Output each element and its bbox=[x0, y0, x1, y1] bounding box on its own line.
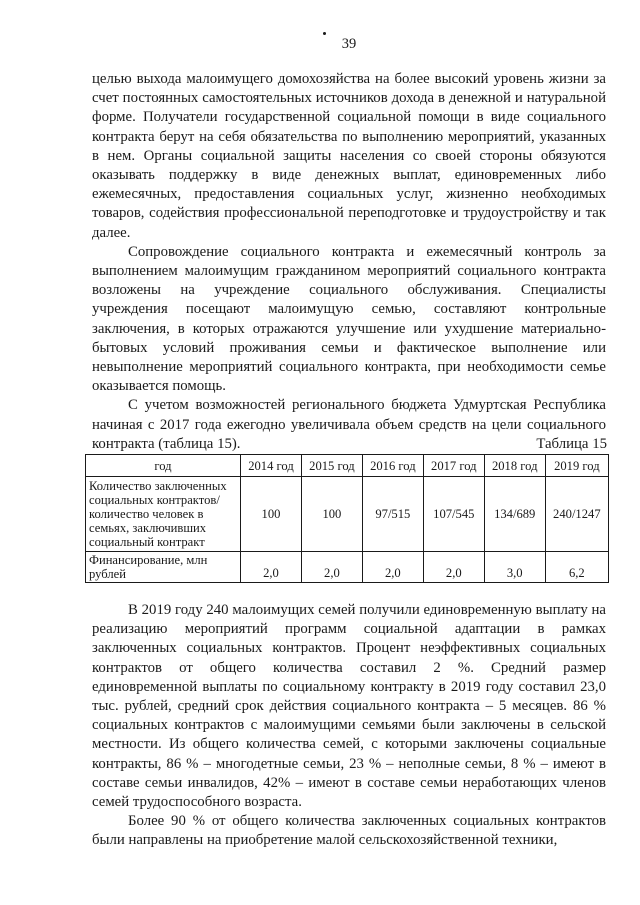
table-cell: 2,0 bbox=[362, 552, 423, 583]
table-header-cell: 2014 год bbox=[241, 455, 302, 477]
table-cell: 107/545 bbox=[423, 477, 484, 552]
table-cell: 100 bbox=[241, 477, 302, 552]
paragraph: Сопровождение социального контракта и ежемесячный контроль за выполнением малоимущим гражданином мероприятий социального контракта возложены на учреждение социального обслуживания. Специалисты учреждения посещают малоимущую семью, составляют контрольные заключения, в которых отражаются улучшение или ухудшение материально-бытовых условий проживания семьи и фактическое выполнение или невыполнение мероприятий социального контракта, при необходимости семье оказывается помощь. bbox=[92, 243, 606, 395]
table-header-cell: 2017 год bbox=[423, 455, 484, 477]
table-cell: 2,0 bbox=[423, 552, 484, 583]
table-cell: 100 bbox=[301, 477, 362, 552]
paragraph: С учетом возможностей регионального бюджета Удмуртская Республика начиная с 2017 года ежегодно увеличивала объем средств на цели социального контракта (таблица 15). bbox=[92, 397, 606, 452]
table-header-cell: 2018 год bbox=[484, 455, 545, 477]
intro-text bbox=[92, 70, 606, 454]
table-row bbox=[86, 477, 609, 552]
social-contract-table bbox=[85, 454, 609, 583]
paragraph: В 2019 году 240 малоимущих семей получили единовременную выплату на реализацию мероприятий программ социальной адаптации в рамках заключенных социальных контрактов. Процент неэффективных социальных контрактов от общего количества составил 2 %. Средний размер единовременной выплаты по социальному контракту в 2019 году составил 23,0 тыс. рублей, средний срок действия социального контракта – 5 месяцев. 86 % социальных контрактов с малоимущими семьями были заключены в сельской местности. Из общего количества семей, с которыми заключены социальные контракты, 86 % – многодетные семьи, 23 % – неполные семьи, 8 % – имеют в составе семьи инвалидов, 42% – имеют в составе семьи неработающих членов семей трудоспособного возраста. bbox=[92, 602, 606, 811]
table-cell: 6,2 bbox=[545, 552, 608, 583]
paragraph: целью выхода малоимущего домохозяйства на более высокий уровень жизни за счет постоянных самостоятельных источников дохода в денежной и натуральной форме. Получатели государственной социальной помощи в виде социального контракта берут на себя обязательства по выполнению мероприятий, указанных в нем. Органы социальной защиты населения со своей стороны обязуются оказывать поддержку в виде денежных выплат, единовременных либо ежемесячных, предоставления социальных услуг, жизненно необходимых товаров, содействия профессиональной переподготовке и трудоустройству и так далее. bbox=[92, 71, 606, 241]
table-cell: 2,0 bbox=[301, 552, 362, 583]
table-cell: 2,0 bbox=[241, 552, 302, 583]
table-header-cell: 2016 год bbox=[362, 455, 423, 477]
table-header-cell: год bbox=[86, 455, 241, 477]
table-cell: 3,0 bbox=[484, 552, 545, 583]
table-cell: 134/689 bbox=[484, 477, 545, 552]
table-cell: 240/1247 bbox=[545, 477, 608, 552]
scan-dot bbox=[323, 32, 326, 35]
page-number: 39 bbox=[341, 36, 357, 52]
table-row-label: Финансирование, млн рублей bbox=[86, 552, 241, 583]
table-header-cell: 2015 год bbox=[301, 455, 362, 477]
table-header-cell: 2019 год bbox=[545, 455, 608, 477]
table-cell: 97/515 bbox=[362, 477, 423, 552]
paragraph: Более 90 % от общего количества заключенных социальных контрактов были направлены на приобретение малой сельскохозяйственной техники, bbox=[92, 813, 606, 849]
body-text bbox=[92, 601, 606, 851]
table-caption: Таблица 15 bbox=[536, 436, 607, 452]
table-header-row bbox=[86, 455, 609, 477]
table-row bbox=[86, 552, 609, 583]
table-row-label: Количество заключенных социальных контрактов/ количество человек в семьях, заключивших социальный контракт bbox=[86, 477, 241, 552]
